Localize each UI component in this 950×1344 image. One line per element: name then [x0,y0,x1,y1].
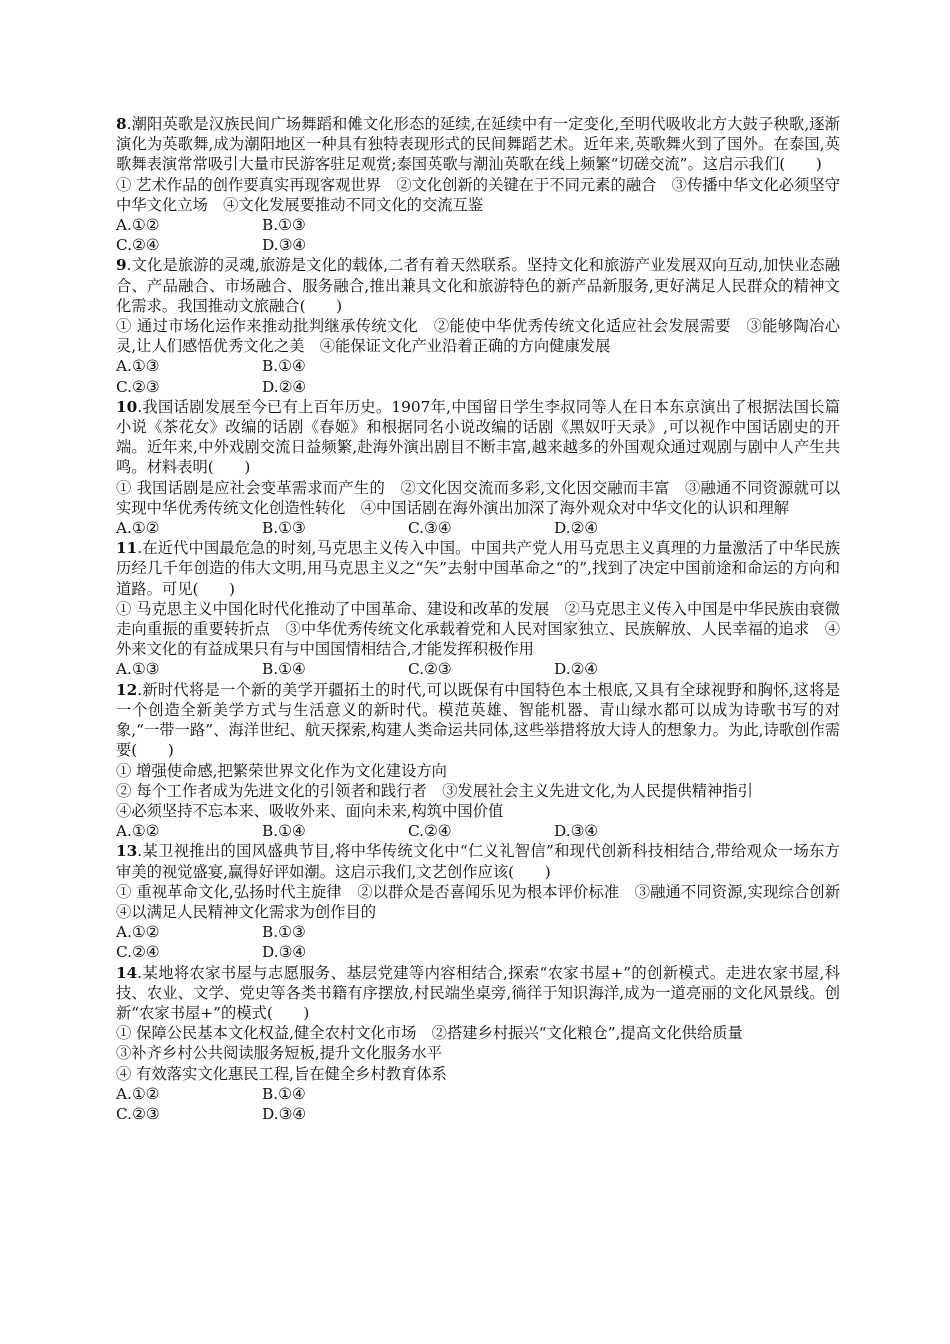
answer-option[interactable]: A.①③ [116,357,160,376]
answer-option[interactable]: D.②④ [554,519,599,538]
answer-option[interactable]: A.①② [116,519,160,538]
statement-line: ② 每个工作者成为先进文化的引领者和践行者 ③发展社会主义先进文化,为人民提供精神指引 [116,781,753,800]
question-13 [116,841,856,962]
answer-options [116,659,840,679]
question-text: .某地将农家书屋与志愿服务、基层党建等内容相结合,探索“农家书屋+”的创新模式。走进农家书屋,科技、农业、文学、党史等各类书籍有序摆放,村民端坐桌旁,徜徉于知识海洋,成为一道亮丽的文化风景线。创新“农家书屋+”的模式( ) [116,963,840,1022]
statement-line: ① 艺术作品的创作要真实再现客观世界 ②文化创新的关键在于不同元素的融合 ③传播中华文化必须坚守中华文化立场 ④文化发展要推动不同文化的交流互鉴 [116,175,840,214]
statement-line: ④必须坚持不忘本来、吸收外来、面向未来,构筑中国价值 [116,801,504,820]
answer-option[interactable]: D.③④ [262,943,307,962]
answer-option[interactable]: B.①③ [262,216,306,235]
statement-line: ① 增强使命感,把繁荣世界文化作为文化建设方向 [116,761,447,780]
statement-line: ① 马克思主义中国化时代化推动了中国革命、建设和改革的发展 ②马克思主义传入中国是中华民族由衰微走向重振的重要转折点 ③中华优秀传统文化承载着党和人民对国家独立、民族解放、人民幸福的追求 ④外来文化的有益成果只有与中国国情相结合,才能发挥积极作用 [116,599,840,659]
answer-option[interactable]: C.②③ [116,1104,160,1123]
question-8 [116,114,840,255]
answer-options [116,356,840,396]
question-number: 10 [116,397,138,416]
answer-option[interactable]: A.①③ [116,660,160,679]
answer-option[interactable]: B.①③ [262,519,306,538]
answer-option[interactable]: C.②④ [116,236,160,255]
question-11 [116,538,840,679]
question-number: 8 [116,115,127,133]
question-number: 12 [116,680,138,699]
question-10 [116,397,840,538]
statement-line: ④ 有效落实文化惠民工程,旨在健全乡村教育体系 [116,1064,447,1083]
answer-option[interactable]: A.①② [116,1084,160,1103]
question-list [116,114,856,1124]
statement-line: ① 重视革命文化,弘扬时代主旋律 ②以群众是否喜闻乐见为根本评价标准 ③融通不同资源,实现综合创新 ④以满足人民精神文化需求为创作目的 [116,882,856,921]
answer-option[interactable]: C.②④ [116,943,160,962]
answer-options [116,518,840,538]
question-number: 13 [116,842,138,861]
answer-option[interactable]: A.①② [116,822,160,841]
question-12 [116,680,840,842]
answer-option[interactable]: A.①② [116,216,160,235]
statement-line: ③补齐乡村公共阅读服务短板,提升文化服务水平 [116,1044,443,1063]
answer-options [116,922,840,962]
question-stem [116,255,840,316]
answer-option[interactable]: D.②④ [262,377,307,396]
question-stem [116,680,840,761]
question-text: .文化是旅游的灵魂,旅游是文化的载体,二者有着天然联系。坚持文化和旅游产业发展双向互动,加快业态融合、产品融合、市场融合、服务融合,推出兼具文化和旅游特色的新产品新服务,更好满足人民群众的精神文化需求。我国推动文旅融合( ) [116,256,840,315]
answer-option[interactable]: D.②④ [554,660,599,679]
answer-option[interactable]: D.③④ [262,236,307,255]
question-stem [116,114,840,175]
question-stem [116,538,840,599]
question-text: .在近代中国最危急的时刻,马克思主义传入中国。中国共产党人用马克思主义真理的力量激活了中华民族历经几千年创造的伟大文明,用马克思主义之“矢”去射中国革命之“的”,找到了决定中国前途和命运的方向和道路。可见( ) [116,539,840,598]
answer-option[interactable]: C.②③ [116,377,160,396]
question-text: .某卫视推出的国风盛典节目,将中华传统文化中“仁义礼智信”和现代创新科技相结合,带给观众一场东方审美的视觉盛宴,赢得好评如潮。这启示我们,文艺创作应该( ) [116,842,840,881]
question-number: 9 [116,256,127,275]
answer-options [116,215,840,255]
answer-option[interactable]: C.②③ [408,660,452,679]
answer-option[interactable]: C.②④ [408,822,452,841]
answer-option[interactable]: B.①④ [262,822,306,841]
statement-line: ① 保障公民基本文化权益,健全农村文化市场 ②搭建乡村振兴“文化粮仓”,提高文化供给质量 [116,1024,743,1043]
question-14 [116,963,840,1125]
question-stem [116,841,840,881]
statement-line: ① 通过市场化运作来推动批判继承传统文化 ②能使中华优秀传统文化适应社会发展需要 ③能够陶冶心灵,让人们感悟优秀文化之美 ④能保证文化产业沿着正确的方向健康发展 [116,317,840,356]
statement-line: ① 我国话剧是应社会变革需求而产生的 ②文化因交流而多彩,文化因交融而丰富 ③融通不同资源就可以实现中华优秀传统文化创造性转化 ④中国话剧在海外演出加深了海外观众对中华文化的认识和理解 [116,478,840,517]
question-number: 14 [116,963,138,982]
question-text: .潮阳英歌是汉族民间广场舞蹈和傩文化形态的延续,在延续中有一定变化,至明代吸收北方大鼓子秧歌,逐渐演化为英歌舞,成为潮阳地区一种具有独特表现形式的民间舞蹈艺术。近年来,英歌舞火到了国外。在泰国,英歌舞表演常常吸引大量市民游客驻足观赏;泰国英歌与潮汕英歌在线上频繁“切磋交流”。这启示我们( ) [116,115,840,174]
answer-option[interactable]: D.③④ [554,822,599,841]
answer-options [116,821,840,841]
question-stem [116,397,840,478]
answer-option[interactable]: A.①② [116,923,160,942]
question-stem [116,963,840,1024]
question-text: .新时代将是一个新的美学开疆拓土的时代,可以既保有中国特色本土根底,又具有全球视野和胸怀,这将是一个创造全新美学方式与生活意义的新时代。模范英雄、智能机器、青山绿水都可以成为诗歌书写的对象,“一带一路”、海洋世纪、航天探索,构建人类命运共同体,这些举措将放大诗人的想象力。为此,诗歌创作需要( ) [116,680,840,760]
answer-options [116,1084,840,1124]
answer-option[interactable]: B.①④ [262,1084,306,1103]
answer-option[interactable]: B.①③ [262,923,306,942]
answer-option[interactable]: C.③④ [408,519,452,538]
answer-option[interactable]: B.①④ [262,660,306,679]
answer-option[interactable]: D.③④ [262,1104,307,1123]
question-number: 11 [116,539,138,558]
answer-option[interactable]: B.①④ [262,357,306,376]
question-text: .我国话剧发展至今已有上百年历史。1907年,中国留日学生李叔同等人在日本东京演出了根据法国长篇小说《茶花女》改编的话剧《春姬》和根据同名小说改编的话剧《黑奴吁天录》,可以视作中国话剧史的开端。近年来,中外戏剧交流日益频繁,赴海外演出剧目不断丰富,越来越多的外国观众通过观剧与剧中人产生共鸣。材料表明( ) [116,397,840,477]
question-9 [116,255,840,396]
